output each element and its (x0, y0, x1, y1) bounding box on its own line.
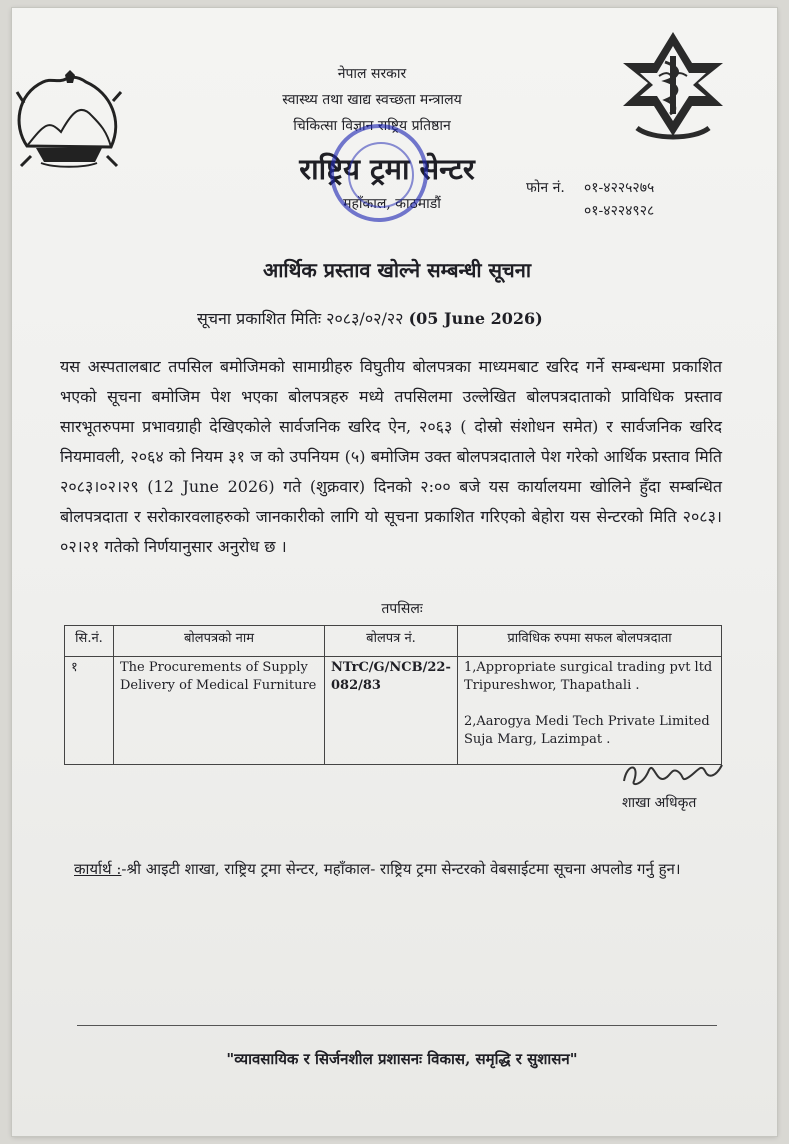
bid-name-header: बोलपत्रको नाम (114, 626, 325, 657)
successful-bidder-cell (458, 657, 722, 765)
header-ministry: स्वास्थ्य तथा खाद्य स्वच्छता मन्त्रालय (282, 92, 462, 108)
notice-document (12, 8, 777, 1136)
action-note (74, 854, 734, 884)
action-label: कार्यार्थ : (74, 860, 122, 878)
notice-title: आर्थिक प्रस्ताव खोल्ने सम्बन्धी सूचना (262, 258, 532, 282)
winner-2: 2,Aarogya Medi Tech Private Limited Suja Marg, Lazimpat . (464, 714, 710, 747)
published-date-english: (05 June 2026) (408, 309, 543, 328)
bid-number-header: बोलपत्र नं. (325, 626, 458, 657)
footer-motto: "व्यावसायिक र सिर्जनशील प्रशासनः विकास, समृद्धि र सुशासन" (226, 1050, 578, 1068)
table-caption: तपसिलः (381, 601, 423, 617)
winner-1: 1,Appropriate surgical trading pvt ltd Tripureshwor, Thapathali . (464, 660, 713, 693)
successful-bidder-header: प्राविधिक रुपमा सफल बोलपत्रदाता (458, 626, 722, 657)
phone-label: फोन नं. (526, 180, 565, 196)
header-address: महाँकाल, काठमाडौं (343, 196, 441, 212)
action-text: -श्री आइटी शाखा, राष्ट्रिय ट्रमा सेन्टर, महाँकाल- राष्ट्रिय ट्रमा सेन्टरको वेबसाईटमा सूचना अपलोड गर्नु हुन। (121, 860, 681, 878)
published-date: २०८३/०२/२२ (326, 309, 404, 328)
center-title: राष्ट्रिय ट्रमा सेन्टर (299, 152, 475, 186)
trauma-center-emblem-icon (619, 28, 727, 148)
phone-number-1: ०१-४२२५२७५ (584, 180, 655, 196)
signatory-title: शाखा अधिकृत (622, 795, 697, 811)
serial-number-cell: १ (65, 657, 114, 765)
serial-number-header: सि.नं. (65, 626, 114, 657)
government-emblem-icon (12, 68, 129, 178)
table-header-row (65, 626, 722, 657)
bid-name-cell: The Procurements of Supply Delivery of Medical Furniture (114, 657, 325, 765)
footer-divider (77, 1025, 717, 1026)
notice-body: यस अस्पतालबाट तपसिल बमोजिमको सामाग्रीहरु विघुतीय बोलपत्रका माध्यमबाट खरिद गर्ने सम्बन्धमा प्रकाशित भएको सूचना बमोजिम पेश भएका बोलपत्रहरु मध्ये तपसिलमा उल्लेखित बोलपत्रदाताको प्राविधिक प्रस्ताव सारभूतरुपमा प्रभावग्राही देखिएकोले सार्वजनिक खरिद ऐन, २०६३ ( दोस्रो संशोधन समेत) र सार्वजनिक खरिद नियमावली, २०६४ को नियम ३१ ज को उपनियम (५) बमोजिम उक्त बोलपत्रदाताले पेश गरेको आर्थिक प्रस्ताव मिति २०८३।०२।२९ (12 June 2026) गते (शुक्रवार) दिनको २:०० बजे यस कार्यालयमा खोलिने हुँदा सम्बन्धित बोलपत्रदाता र सरोकारवलाहरुको जानकारीको लागि यो सूचना प्रकाशित गरिएको बेहोरा यस सेन्टरको मिति २०८३।०२।२१ गतेको निर्णयानुसार अनुरोध छ । (60, 357, 722, 556)
table-row (65, 657, 722, 765)
office-stamp (330, 124, 428, 222)
header-government: नेपाल सरकार (337, 66, 407, 82)
tender-table (64, 625, 722, 765)
published-label: सूचना प्रकाशित मितिः (197, 309, 322, 328)
phone-number-2: ०१-४२२४९२८ (584, 203, 655, 219)
header-academy: चिकित्सा विज्ञान राष्ट्रिय प्रतिष्ठान (293, 118, 451, 134)
signature-image (619, 755, 729, 795)
bid-number-cell: NTrC/G/NCB/22-082/83 (325, 657, 458, 765)
published-date-line (197, 307, 617, 329)
